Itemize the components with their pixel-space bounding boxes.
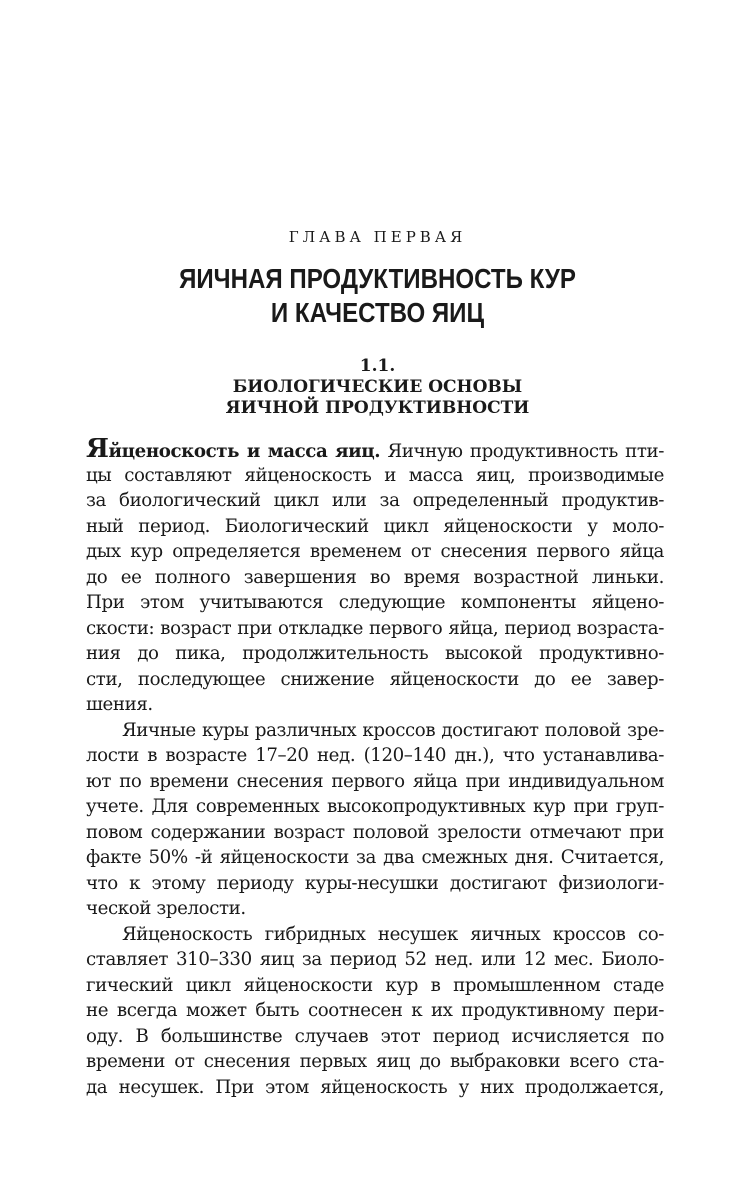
text-line: факте 50% -й яйценоскости за два смежных дня. Считается,	[86, 847, 664, 868]
text-line: не всегда может быть соотнесен к их продуктивному пери-	[86, 1000, 664, 1021]
chapter-label: ГЛАВА ПЕРВАЯ	[288, 228, 467, 246]
body-text	[86, 434, 664, 1100]
text-line: При этом учитываются следующие компоненты яйцено-	[86, 592, 664, 613]
text-line: оду. В большинстве случаев этот период исчисляется по	[86, 1025, 664, 1047]
text-line: до ее полного завершения во время возрастной линьки.	[86, 566, 664, 588]
section-title-line: ЯИЧНОЙ ПРОДУКТИВНОСТИ	[225, 398, 530, 418]
text-line: повом содержании возраст половой зрелости отмечают при	[86, 821, 664, 843]
text-line: гический цикл яйценоскости кур в промышленном стаде	[86, 974, 664, 996]
text-line: ный период. Биологический цикл яйценоскости у моло-	[86, 515, 664, 537]
text-line: скости: возраст при откладке первого яйца, период возраста-	[86, 617, 664, 639]
text-line: ют по времени снесения первого яйца при индивидуальном	[86, 770, 664, 792]
section-number: 1.1.	[359, 356, 396, 376]
chapter-title-line: И КАЧЕСТВО ЯИЦ	[270, 297, 485, 328]
section-title-line: БИОЛОГИЧЕСКИЕ ОСНОВЫ	[232, 377, 523, 397]
text-line: за биологический цикл или за определенный продуктив-	[86, 490, 664, 511]
text-line: шения.	[86, 694, 153, 715]
text-line	[86, 434, 664, 464]
drop-cap: Я	[86, 434, 109, 464]
text-line: ческой зрелости.	[86, 898, 246, 919]
text-line: времени от снесения первых яиц до выбраковки всего ста-	[86, 1051, 664, 1072]
chapter-title	[53, 262, 702, 330]
text-line: сти, последующее снижение яйценоскости до ее завер-	[86, 668, 664, 690]
section-heading	[0, 356, 755, 419]
text-line: цы составляют яйценоскость и масса яиц, производимые	[86, 464, 664, 486]
text-line: лости в возрасте 17–20 нед. (120–140 дн.), что устанавлива-	[86, 745, 664, 766]
text-line: что к этому периоду куры-несушки достигают физиологи-	[86, 872, 664, 894]
text-line: дых кур определяется временем от снесения первого яйца	[86, 541, 664, 562]
text-line: учете. Для современных высокопродуктивных кур при груп-	[86, 796, 664, 817]
text-line: Яичные куры различных кроссов достигают половой зре-	[122, 719, 664, 741]
text-line: Яйценоскость гибридных несушек яичных кроссов со-	[122, 923, 664, 945]
run-in-heading: йценоскость и масса яиц.	[108, 441, 381, 462]
text-line: да несушек. При этом яйценоскость у них продолжается,	[86, 1076, 664, 1098]
text-line: ставляет 310–330 яиц за период 52 нед. или 12 мес. Биоло-	[86, 949, 664, 970]
text-line-rest: Яичную продуктивность пти-	[380, 441, 664, 462]
text-line: ния до пика, продолжительность высокой продуктивно-	[86, 643, 664, 664]
chapter-title-line: ЯИЧНАЯ ПРОДУКТИВНОСТЬ КУР	[179, 263, 576, 294]
